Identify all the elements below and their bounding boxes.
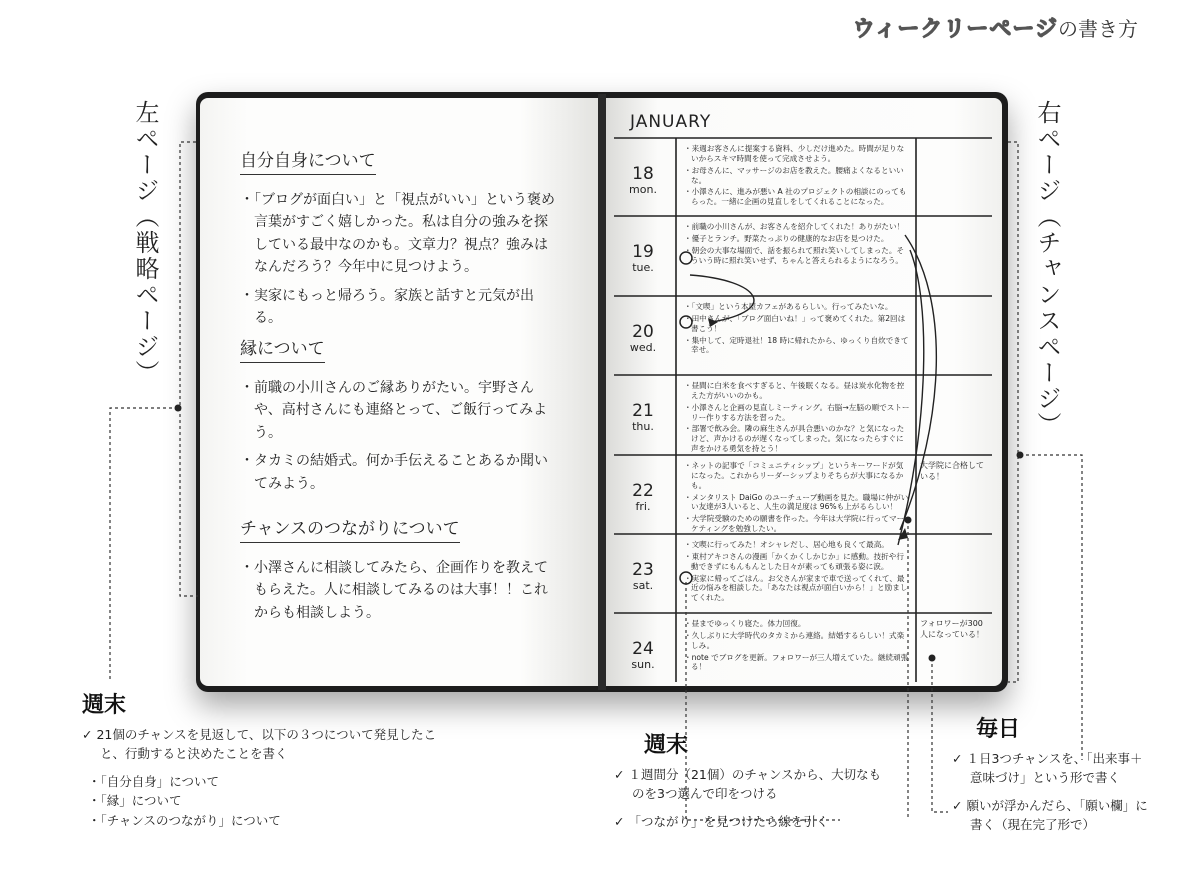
- day-number: 22: [632, 481, 654, 501]
- calendar-day-label: [618, 562, 668, 591]
- wish-entry: 大学院に合格している！: [920, 461, 984, 481]
- day-entries: [684, 381, 910, 456]
- callout-weekend-right-check-1: ✓ １週間分（21個）のチャンスから、大切なものを3つ選んで印をつける: [614, 765, 884, 804]
- day-number: 23: [632, 560, 654, 580]
- connector-dot: [1017, 452, 1024, 459]
- chance-entry: ・ 「文喫」という本屋カフェがあるらしい。行ってみたいな。: [684, 302, 910, 312]
- connector-dot: [929, 655, 936, 662]
- chance-entry: ・ 田中さんが、「ブログ面白いね！」って褒めてくれた。第2回は書こう！: [684, 314, 910, 334]
- bullet-en-1: ・ 前職の小川さんのご縁ありがたい。宇野さんや、高村さんにも連絡とって、ご飯行ってみよう。: [240, 377, 560, 444]
- bracket-left: [180, 142, 198, 596]
- chance-entry: ・ 東村アキコさんの漫画「かくかくしかじか」に感動。技折や行動できずにもんもんとした日々が素っても頑張る姿に涙。: [684, 552, 910, 572]
- calendar-day-label: [618, 403, 668, 432]
- callout-daily: [952, 712, 1152, 835]
- calendar-month: JANUARY: [630, 112, 712, 132]
- title-highlight: ウィークリーページ: [852, 17, 1058, 42]
- bullet-self-2: ・ 実家にもっと帰ろう。家族と話すと元気が出る。: [240, 285, 560, 330]
- day-entries: [684, 619, 910, 674]
- chance-entry: ・ 実家に帰ってごはん。お父さんが家まで車で送ってくれて、最近の悩みを相談した。「あなたは視点が面白いから！」と励ましてくれた。: [684, 574, 910, 604]
- chance-entry: ・ 大学院受験のための願書を作った。今年は大学院に行ってマーケティングを勉強したい。: [684, 514, 910, 534]
- chance-entry: ・ 文喫に行ってみた！オシャレだし、居心地も良くて最高。: [684, 540, 910, 550]
- callout-daily-check-2: ✓ 願いが浮かんだら、「願い欄」に書く（現在完了形で）: [952, 796, 1152, 835]
- calendar-day-label: [618, 324, 668, 353]
- calendar-day-label: [618, 641, 668, 670]
- chance-entry: ・ 小澤さんに、進みが悪い A 社のプロジェクトの相談にのってもらった。一緒に企画の見直しをしてくれることになった。: [684, 187, 910, 207]
- bullet-chance-1: ・ 小澤さんに相談してみたら、企画作りを教えてもらえた。人に相談してみるのは大事！！これからも相談しよう。: [240, 557, 560, 624]
- callout-weekend-right-head: 週末: [644, 733, 689, 758]
- day-entries: [684, 540, 910, 605]
- chance-entry: ・ 小澤さんと企画の見直しミーティング。右脳→左脳の順でストーリー作りする方法を習った。: [684, 403, 910, 423]
- title-rest: の書き方: [1058, 17, 1138, 41]
- bullet-en-2: ・ タカミの結婚式。何か手伝えることあるか聞いてみよう。: [240, 450, 560, 495]
- right-page-label: 右ページ（チャンスページ）: [1033, 100, 1061, 438]
- chance-entry: ・ 優子とランチ。野菜たっぷりの健康的なお店を見つけた。: [684, 234, 910, 244]
- callout-weekend-left-items: [82, 772, 442, 830]
- left-page-label: 左ページ（戦略ページ）: [131, 100, 159, 386]
- day-number: 19: [632, 242, 654, 262]
- callout-weekend-left-item: ・「チャンスのつながり」について: [88, 812, 281, 828]
- calendar-day-label: [618, 483, 668, 512]
- callout-weekend-left-item: ・「自分自身」について: [88, 773, 220, 789]
- day-of-week: sat.: [632, 578, 654, 592]
- day-entries: [684, 461, 910, 536]
- connector-daily-2: [932, 658, 948, 812]
- chance-entry: ・ メンタリスト DaiGo のユーチューブ動画を見た。職場に仲がいい友達が3人いると、人生の満足度は 96%も上がるらしい！: [684, 493, 910, 513]
- wish-entry: フォロワーが300 人になっている！: [920, 619, 984, 639]
- calendar-day-label: [618, 244, 668, 273]
- day-of-week: wed.: [629, 340, 657, 354]
- callout-weekend-left-item: ・「縁」について: [88, 793, 182, 809]
- chance-entry: ・ 前職の小川さんが、お客さんを紹介してくれた！ありがたい！: [684, 222, 910, 232]
- chance-entry: ・ 部署で飲み会。隣の麻生さんが具合悪いのかな？と気になったけど、声かけるのが遅くなってしまった。気になったらすぐに声をかける勇気を持とう！: [684, 424, 910, 454]
- bullet-self-1: ・ 「ブログが面白い」と「視点がいい」という褒め言葉がすごく嬉しかった。私は自分の強みを探している最中なのかも。文章力？視点？強みはなんだろう？今年中に見つけよう。: [240, 189, 560, 279]
- chance-entry: ・ 昼までゆっくり寝た。体力回復。: [684, 619, 910, 629]
- calendar-day-label: [618, 166, 668, 195]
- chance-entry: ・ 昼間に白米を食べすぎると、午後眠くなる。昼は炭水化物を控えた方がいいのかも。: [684, 381, 910, 401]
- day-number: 18: [632, 164, 654, 184]
- chance-entry: ・ ネットの記事で「コミュニティシップ」というキーワードが気になった。これからリーダーシップよりそちらが大事になるかも。: [684, 461, 910, 491]
- day-number: 20: [632, 322, 654, 342]
- connector-dot: [175, 405, 182, 412]
- chance-entry: ・ お母さんに、マッサージのお店を教えた。腰痛よくなるといいな。: [684, 166, 910, 186]
- chance-entry: ・ 朝会の大事な場面で、話を振られて照れ笑いしてしまった。そういう時に照れ笑いせず、ちゃんと答えられるようになろう。: [684, 246, 910, 266]
- day-of-week: mon.: [629, 182, 657, 196]
- day-of-week: sun.: [631, 657, 655, 671]
- callout-weekend-right: [614, 728, 884, 831]
- callout-weekend-right-check-2: ✓ 「つながり」を見つけたら線を引く: [614, 812, 884, 831]
- day-of-week: tue.: [632, 260, 654, 274]
- day-number: 24: [632, 639, 654, 659]
- chance-entry: ・ 来週お客さんに提案する資料、少しだけ進めた。時間が足りないからスキマ時間を使って完成させよう。: [684, 144, 910, 164]
- callout-weekend-left: [82, 688, 442, 830]
- callout-weekend-left-head: 週末: [82, 693, 127, 718]
- chance-entry: ・ 久しぶりに大学時代のタカミから連絡。結婚するらしい！式楽しみ。: [684, 631, 910, 651]
- day-entries: [684, 302, 910, 357]
- bracket-right: [1008, 142, 1018, 682]
- day-of-week: fri.: [635, 499, 651, 513]
- day-number: 21: [632, 401, 654, 421]
- chance-entry: ・ 集中して、定時退社！18 時に帰れたから、ゆっくり自炊できて幸せ。: [684, 336, 910, 356]
- chance-entry: ・ note でブログを更新。フォロワーが三人増えていた。継続頑張る！: [684, 653, 910, 673]
- connector-weekend-left: [110, 408, 178, 680]
- day-entries: [684, 222, 910, 267]
- callout-weekend-left-check: ✓ 21個のチャンスを見返して、以下の３つについて発見したこと、行動すると決めたことを書く: [82, 725, 442, 764]
- section-title-self: 自分自身について: [240, 146, 376, 175]
- callout-daily-head: 毎日: [976, 717, 1021, 742]
- day-entries: [684, 144, 910, 209]
- callout-daily-check-1: ✓ １日3つチャンスを、「出来事＋意味づけ」という形で書く: [952, 749, 1152, 788]
- day-of-week: thu.: [632, 419, 654, 433]
- section-title-en: 縁について: [240, 334, 325, 363]
- section-title-chance: チャンスのつながりについて: [240, 514, 460, 543]
